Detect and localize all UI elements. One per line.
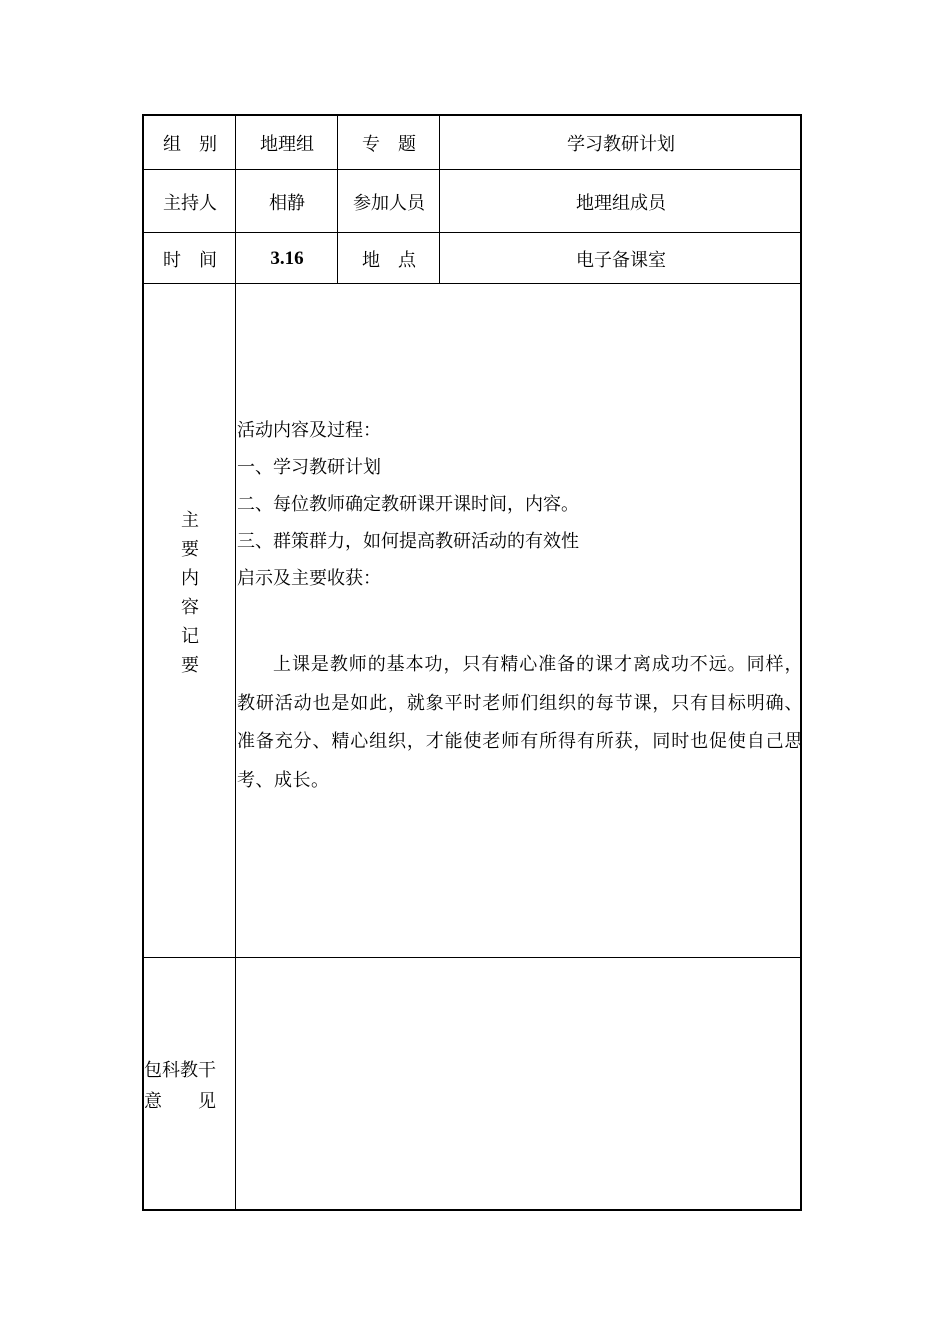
opinion-label-line-2: 意 见 xyxy=(144,1091,216,1112)
label-char: 内 xyxy=(181,568,199,589)
label-char: 容 xyxy=(181,597,199,618)
insights-heading: 启示及主要收获： xyxy=(237,568,381,589)
topic-value: 学习教研计划 xyxy=(567,134,675,155)
participants-label: 参加人员 xyxy=(353,192,425,214)
label-char: 要 xyxy=(181,539,199,560)
activity-item-3: 三、群策群力，如何提高教研活动的有效性 xyxy=(237,531,579,552)
label-char: 记 xyxy=(181,626,199,647)
main-content-label xyxy=(144,506,236,680)
group-value: 地理组 xyxy=(260,134,314,155)
activity-item-1: 一、学习教研计划 xyxy=(237,457,381,478)
label-char: 主 xyxy=(181,510,199,531)
group-label: 组 别 xyxy=(163,134,217,155)
supervisor-opinion-label xyxy=(144,1055,236,1117)
time-label: 时 间 xyxy=(163,249,217,271)
row-divider xyxy=(144,957,800,958)
activity-record-table xyxy=(142,114,802,1211)
host-label: 主持人 xyxy=(163,192,217,214)
activity-heading: 活动内容及过程： xyxy=(237,420,381,441)
main-content-body xyxy=(237,412,803,800)
supervisor-opinion-content xyxy=(237,959,801,1209)
host-value: 相静 xyxy=(269,192,305,214)
location-label: 地 点 xyxy=(362,249,416,271)
insights-paragraph: 上课是教师的基本功，只有精心准备的课才离成功不远。同样，教研活动也是如此，就象平时老师们组织的每节课，只有目标明确、准备充分、精心组织，才能使老师有所得有所获，同时也促使自己思考、成长。 xyxy=(237,654,803,791)
time-value: 3.16 xyxy=(270,247,304,269)
label-char: 要 xyxy=(181,655,199,676)
opinion-label-line-1: 包科教干 xyxy=(144,1060,216,1081)
participants-value: 地理组成员 xyxy=(576,192,666,214)
activity-item-2: 二、每位教师确定教研课开课时间，内容。 xyxy=(237,494,579,515)
topic-label: 专 题 xyxy=(362,134,416,155)
location-value: 电子备课室 xyxy=(576,249,666,271)
